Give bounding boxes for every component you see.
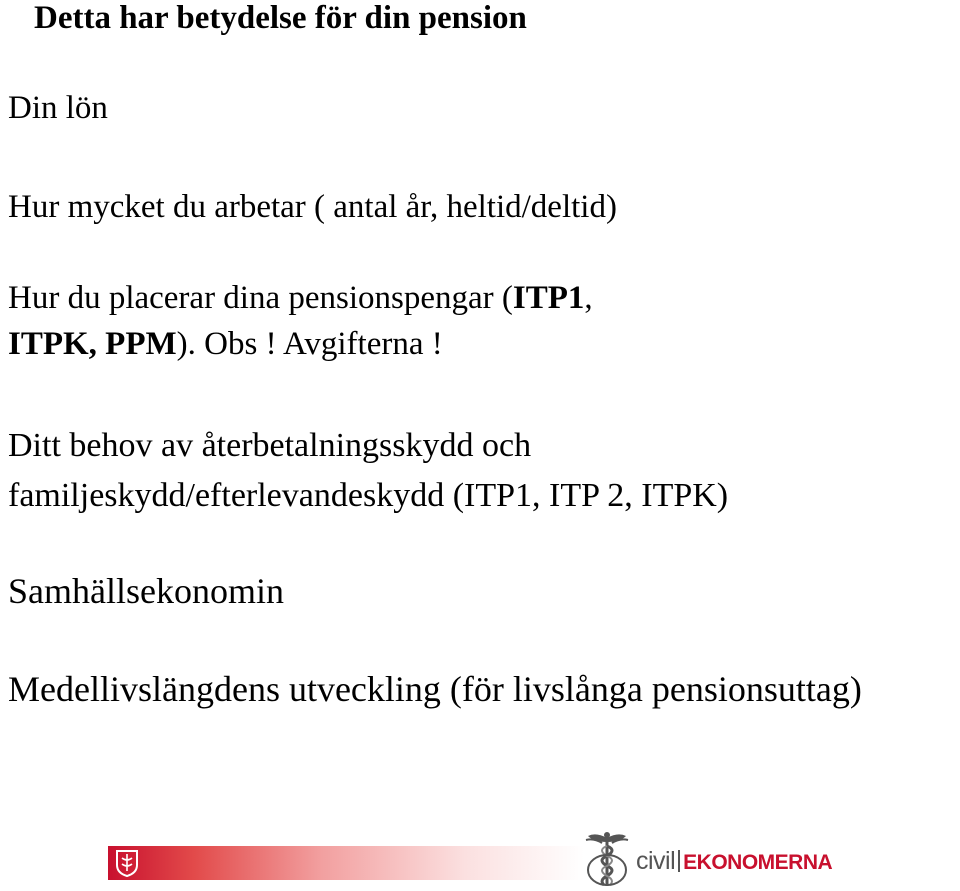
caduceus-emblem-icon	[584, 830, 630, 888]
protection-line-1: Ditt behov av återbetalningsskydd och	[8, 427, 532, 464]
placement-text-mid: ,	[584, 280, 593, 316]
placement-bold-itpk-ppm: ITPK, PPM	[8, 326, 177, 362]
protection-line-2: familjeskydd/efterlevandeskydd (ITP1, ITP 2, ITPK)	[8, 477, 729, 514]
logo-wordmark	[636, 847, 832, 877]
footer-gradient-bar	[108, 846, 584, 880]
bullet-item-placement	[8, 275, 593, 367]
bullet-item-protection	[8, 421, 728, 521]
bullet-item-life-expectancy: Medellivslängdens utveckling (för livslånga pensionsuttag)	[8, 669, 862, 709]
placement-text-pre: Hur du placerar dina pensionspengar (	[8, 280, 513, 316]
emblem-badge-icon	[114, 849, 140, 877]
bullet-item-salary: Din lön	[8, 90, 108, 126]
logo-civil-text: civil	[636, 847, 676, 875]
bullet-item-economy: Samhällsekonomin	[8, 571, 284, 611]
bullet-item-work-amount: Hur mycket du arbetar ( antal år, heltid/deltid)	[8, 189, 617, 225]
placement-bold-itp1: ITP1	[512, 280, 585, 316]
placement-text-post: ). Obs ! Avgifterna !	[176, 326, 443, 362]
logo-separator	[678, 850, 680, 872]
logo-ekonomerna-text: EKONOMERNA	[683, 851, 833, 874]
slide-title: Detta har betydelse för din pension	[34, 0, 527, 36]
civilekonomerna-logo	[584, 830, 833, 890]
